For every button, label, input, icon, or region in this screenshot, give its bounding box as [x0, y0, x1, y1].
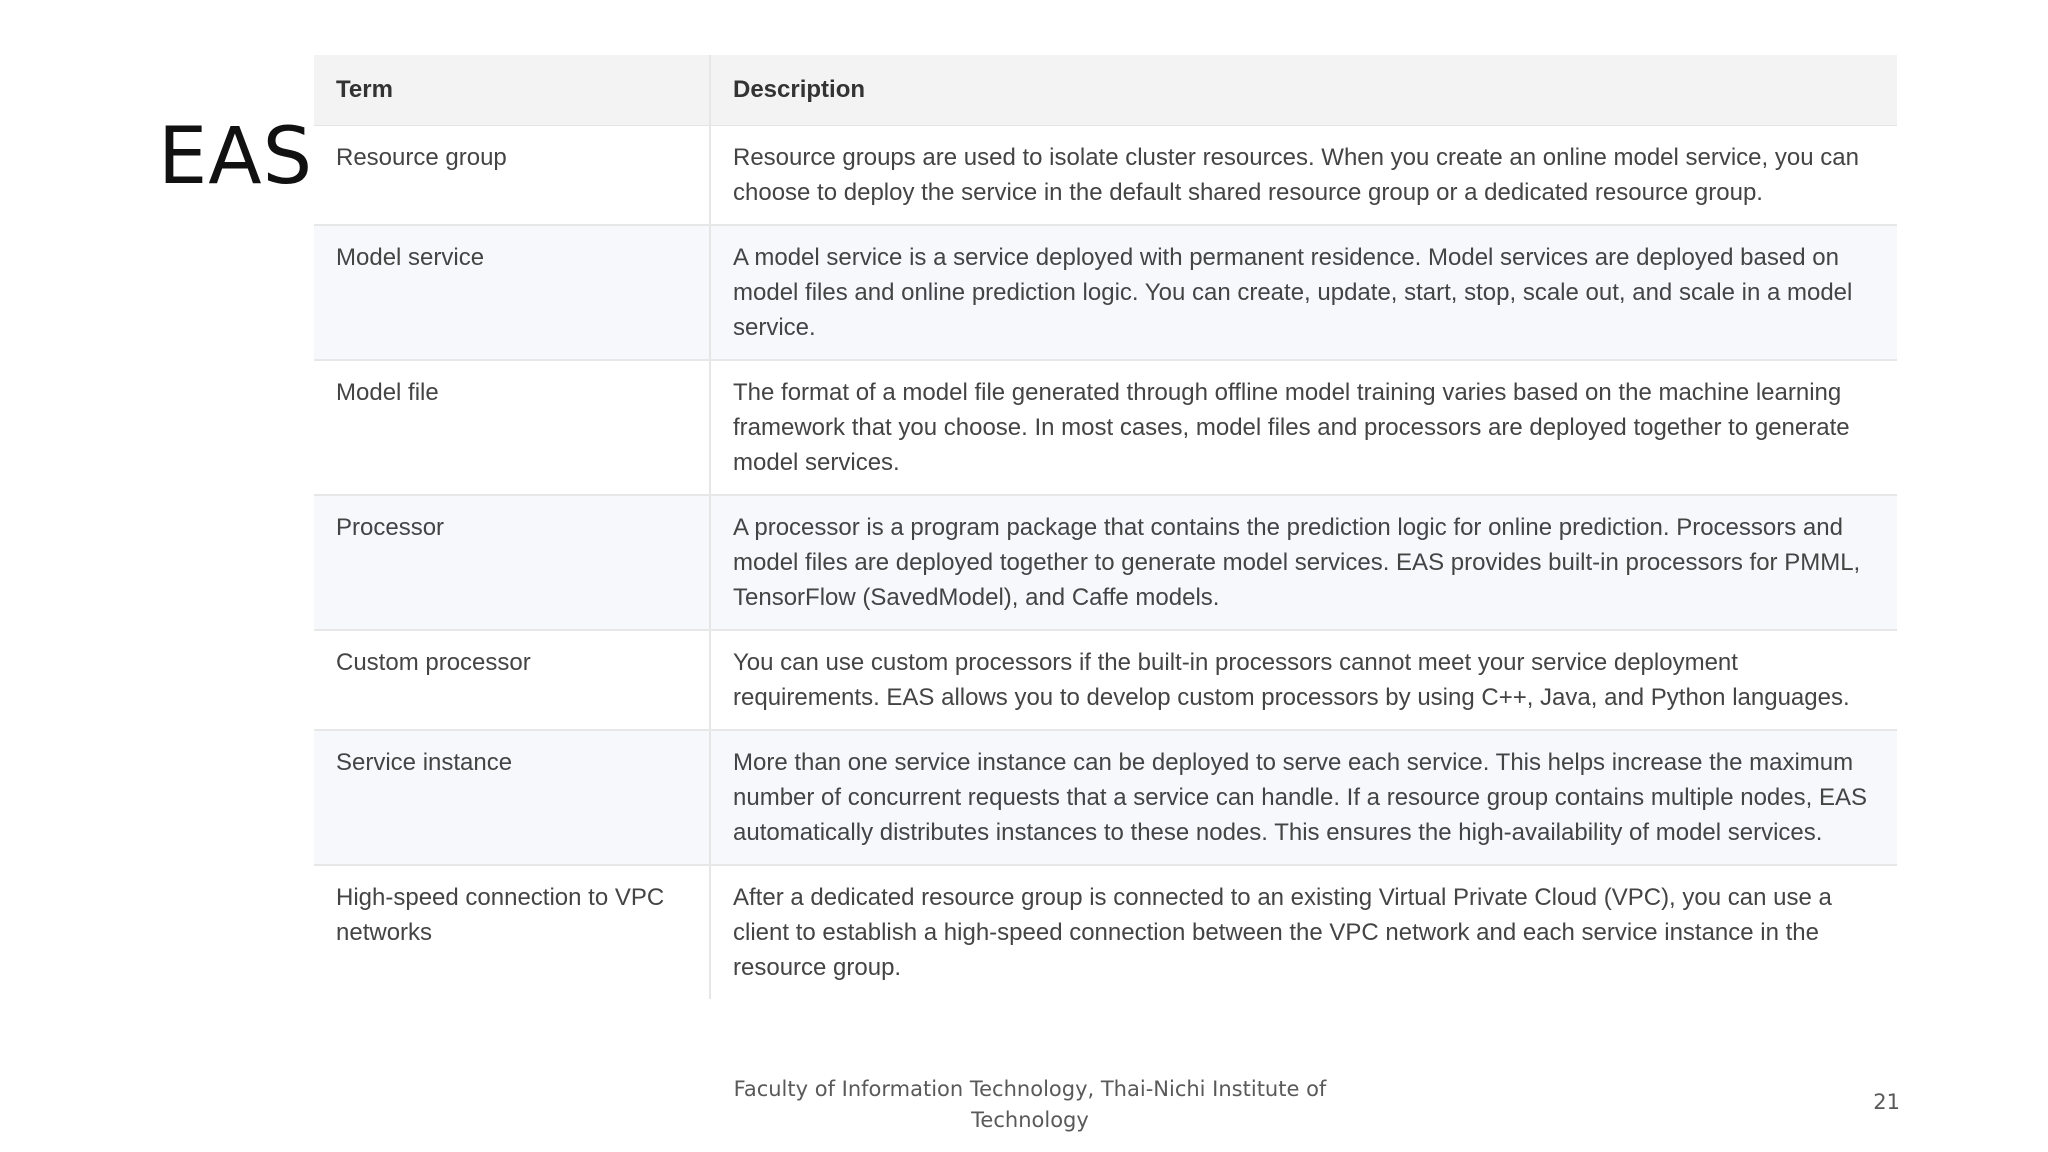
- description-cell: You can use custom processors if the built-in processors cannot meet your service deployment requirements. EAS allows you to develop custom processors by using C++, Java, and Python languages.: [710, 630, 1897, 730]
- term-cell: Model file: [314, 360, 710, 495]
- description-cell: Resource groups are used to isolate cluster resources. When you create an online model service, you can choose to deploy the service in the default shared resource group or a dedicated resource group.: [710, 126, 1897, 226]
- term-cell: Model service: [314, 225, 710, 360]
- slide-footer: Faculty of Information Technology, Thai-Nichi Institute of Technology: [733, 1077, 1327, 1132]
- description-cell: A processor is a program package that contains the prediction logic for online prediction. Processors and model files are deployed together to generate model services. EAS provides built-in processors for PMML, TensorFlow (SavedModel), and Caffe models.: [710, 495, 1897, 630]
- table-row: [314, 865, 1897, 999]
- term-cell: Processor: [314, 495, 710, 630]
- description-cell: The format of a model file generated through offline model training varies based on the machine learning framework that you choose. In most cases, model files and processors are deployed together to generate model services.: [710, 360, 1897, 495]
- term-cell: Custom processor: [314, 630, 710, 730]
- column-header-term: Term: [314, 55, 710, 126]
- description-cell: A model service is a service deployed with permanent residence. Model services are deployed based on model files and online prediction logic. You can create, update, start, stop, scale out, and scale in a model service.: [710, 225, 1897, 360]
- page-number: 21: [1873, 1090, 1900, 1114]
- term-cell: Service instance: [314, 730, 710, 865]
- table-row: [314, 126, 1897, 226]
- terms-table: [314, 55, 1897, 999]
- table-row: [314, 730, 1897, 865]
- table-row: [314, 630, 1897, 730]
- column-header-description: Description: [710, 55, 1897, 126]
- table-row: [314, 360, 1897, 495]
- table-body: [314, 126, 1897, 1000]
- slide-title: EAS: [158, 112, 314, 202]
- description-cell: More than one service instance can be deployed to serve each service. This helps increase the maximum number of concurrent requests that a service can handle. If a resource group contains multiple nodes, EAS automatically distributes instances to these nodes. This ensures the high-availability of model services.: [710, 730, 1897, 865]
- table-row: [314, 495, 1897, 630]
- table-row: [314, 225, 1897, 360]
- table-header: [314, 55, 1897, 126]
- term-cell: High-speed connection to VPC networks: [336, 884, 665, 946]
- term-cell: Resource group: [314, 126, 710, 226]
- description-cell: After a dedicated resource group is connected to an existing Virtual Private Cloud (VPC), you can use a client to establish a high-speed connection between the VPC network and each service instance in the resource group.: [710, 865, 1897, 999]
- table-header-row: [314, 55, 1897, 126]
